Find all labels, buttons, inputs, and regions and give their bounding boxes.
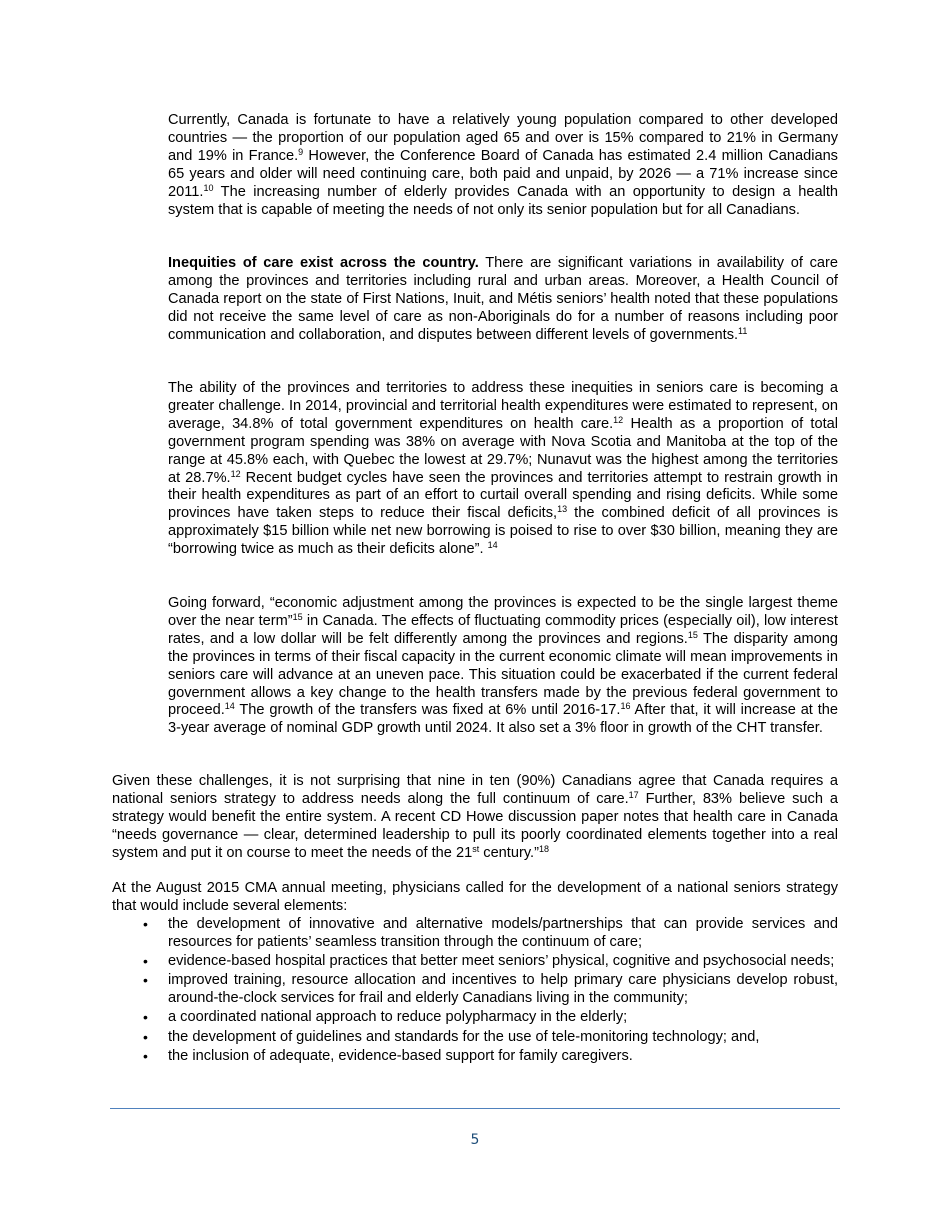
paragraph-text: The disparity among the provinces in terms of their fiscal capacity in the current economic climate will mean improvements in seniors care will advance at an uneven pace. This situation could be exacerbated if the current federal government allows a key change to the health transfers made by the previous federal government to proceed. (168, 630, 838, 719)
list-item (112, 953, 838, 971)
ordinal-suffix: st (472, 843, 480, 854)
bullet-icon: • (143, 916, 148, 932)
footnote-ref-15b: 15 (687, 629, 698, 640)
paragraph-text: Going forward, “economic adjustment among the provinces is expected to be the single largest theme over the near term” (168, 595, 838, 629)
footnote-ref-12b: 12 (230, 468, 241, 479)
footnote-ref-11: 11 (738, 325, 748, 336)
paragraph-text: However, the Conference Board of Canada has estimated 2.4 million Canadians 65 years and older will need continuing care, both paid and unpaid, by 2026 — a 71% increase since 2011. (168, 147, 838, 200)
footer-divider (110, 1108, 840, 1109)
paragraph-text: At the August 2015 CMA annual meeting, physicians called for the development of a national seniors strategy that would include several elements: (112, 880, 838, 914)
list-item (112, 916, 838, 952)
paragraph-heading: Inequities of care exist across the country. (168, 255, 479, 271)
bullet-icon: • (143, 1047, 148, 1064)
bullet-icon: • (143, 953, 148, 970)
paragraph-text: Further, 83% believe such a strategy would benefit the entire system. A recent CD Howe discussion paper notes that health care in Canada “needs governance — clear, determined leadership to pull its poorly coordinated elements together into a real system and put it on course to meet the needs of the 21 (112, 790, 838, 861)
bullet-icon: • (143, 1009, 148, 1026)
page-number: 5 (470, 1132, 480, 1148)
list-item (112, 1029, 838, 1047)
bullet-icon: • (143, 972, 148, 989)
paragraph-challenges (112, 773, 838, 863)
list-item-text: the inclusion of adequate, evidence-based support for family caregivers. (168, 1047, 633, 1064)
paragraph-text: century.” (479, 844, 539, 861)
footnote-ref-15: 15 (292, 611, 303, 622)
paragraph-text: Recent budget cycles have seen the provinces and territories attempt to restrain growth in their health expenditures as part of an effort to curtail overall spending and rising deficits. While some provinces have taken steps to reduce their fiscal deficits, (168, 469, 838, 522)
footnote-ref-18: 18 (538, 843, 549, 854)
footnote-ref-16: 16 (620, 701, 631, 712)
footnote-ref-14b: 14 (224, 701, 235, 712)
list-item-text: the development of innovative and alternative models/partnerships that can provide services and resources for patients’ seamless transition through the continuum of care; (168, 916, 838, 950)
list-item-text: evidence-based hospital practices that better meet seniors’ physical, cognitive and psychosocial needs; (168, 953, 835, 970)
paragraph-text: After that, it will increase at the 3-year average of nominal GDP growth until 2024. It also set a 3% floor in growth of the CHT transfer. (168, 702, 838, 737)
list-item (112, 972, 838, 1008)
paragraph-expenditures (168, 380, 838, 559)
list-item-text: the development of guidelines and standards for the use of tele-monitoring technology; and, (168, 1028, 760, 1045)
paragraph-text: The ability of the provinces and territories to address these inequities in seniors care is becoming a greater challenge. In 2014, provincial and territorial health expenditures were estimated to represent, on average, 34.8% of total government expenditures on health care. (168, 380, 838, 432)
list-item (112, 1009, 838, 1027)
paragraph-inequities (168, 255, 838, 345)
paragraph-text: There are significant variations in availability of care among the provinces and territories including rural and urban areas. Moreover, a Health Council of Canada report on the state of First Nations, Inuit, and Métis seniors’ health noted that these populations did not receive the same level of care as non-Aboriginals do for a number of reasons including poor communication and collaboration, and disputes between different levels of governments. (168, 255, 838, 343)
paragraph-text: the combined deficit of all provinces is approximately $15 billion while net new borrowing is poised to rise to over $30 billion, meaning they are “borrowing twice as much as their deficits alone”. (168, 505, 839, 558)
footnote-ref-10: 10 (203, 182, 214, 193)
paragraph-text: The increasing number of elderly provides Canada with an opportunity to design a health system that is capable of meeting the needs of not only its senior population but for all Canadians. (168, 183, 838, 218)
paragraph-cma-meeting (112, 880, 838, 916)
footnote-ref-14: 14 (487, 540, 498, 551)
paragraph-text: Given these challenges, it is not surprising that nine in ten (90%) Canadians agree that Canada requires a national seniors strategy to address needs along the full continuum of care. (112, 773, 838, 807)
footnote-ref-13: 13 (557, 504, 568, 515)
paragraph-going-forward (168, 595, 838, 738)
paragraph-text: The growth of the transfers was fixed at 6% until 2016-17. (234, 702, 621, 719)
bullet-icon: • (143, 1028, 148, 1045)
paragraph-population (168, 112, 838, 219)
paragraph-text: in Canada. The effects of fluctuating commodity prices (especially oil), low interest rates, and a low dollar will be felt differently among the provinces and regions. (168, 612, 838, 647)
paragraph-text: Currently, Canada is fortunate to have a relatively young population compared to other developed countries — the proportion of our population aged 65 and over is 15% compared to 21% in Germany and 19% in France. (168, 112, 838, 164)
list-item-text: improved training, resource allocation and incentives to help primary care physicians develop robust, around-the-clock services for frail and elderly Canadians living in the community; (168, 972, 838, 1007)
paragraph-text: Health as a proportion of total government program spending was 38% on average with Nova Scotia and Manitoba at the top of the range at 45.8% each, with Quebec the lowest at 29.7%; Nunavut was the highest among the territories at 28.7%. (168, 415, 838, 486)
list-item (112, 1048, 838, 1066)
footnote-ref-17: 17 (628, 789, 639, 800)
list-item-text: a coordinated national approach to reduce polypharmacy in the elderly; (168, 1009, 628, 1026)
footnote-ref-9: 9 (298, 146, 304, 157)
strategy-elements-list (112, 916, 838, 1067)
footnote-ref-12: 12 (613, 414, 624, 425)
